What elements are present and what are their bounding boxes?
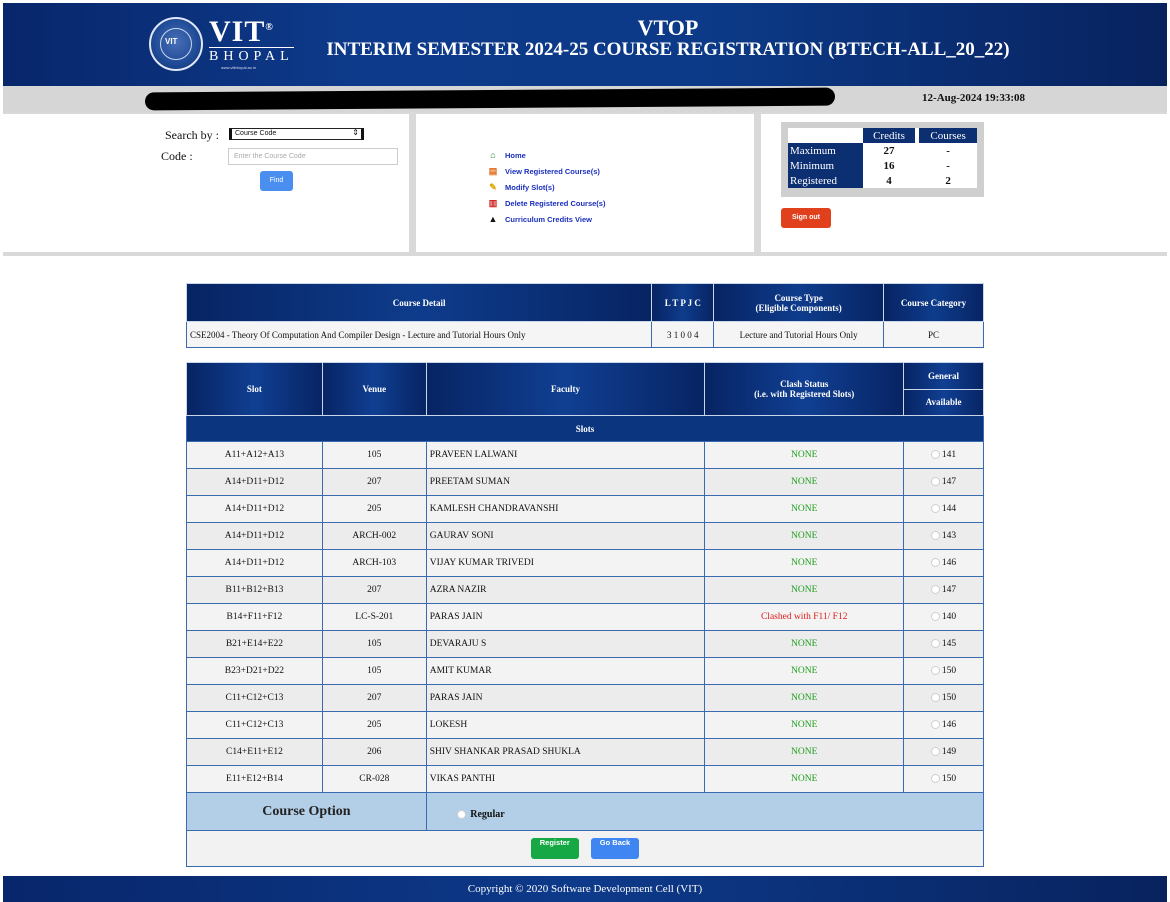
available-count: 141 [941,450,957,460]
slot-row[interactable] [187,658,984,685]
slot-select-radio[interactable] [931,774,940,783]
logo-bhopal-text: BHOPAL [209,49,294,64]
slot-row[interactable] [187,577,984,604]
course-detail-table [186,283,984,348]
top-panels [3,112,1167,256]
credits-panel [761,114,1167,252]
venue-cell: ARCH-002 [322,523,426,550]
trash-icon: ▥ [488,198,498,208]
course-type-value: Lecture and Tutorial Hours Only [714,322,884,348]
faculty-cell: LOKESH [426,712,705,739]
select-arrows-icon: ⇕ [352,128,359,137]
credits-summary [781,122,984,197]
slot-cell: B21+E14+E22 [187,631,323,658]
slot-select-radio[interactable] [931,558,940,567]
clash-status-cell: NONE [705,469,904,496]
available-cell [904,577,984,604]
datetime-label: 12-Aug-2024 19:33:08 [922,92,1025,104]
available-count: 147 [941,477,957,487]
available-count: 149 [941,747,957,757]
clash-status-cell: Clashed with F11/ F12 [705,604,904,631]
nav-view-registered[interactable]: ▤ View Registered Course(s) [486,164,605,180]
faculty-cell: PARAS JAIN [426,685,705,712]
faculty-cell: VIJAY KUMAR TRIVEDI [426,550,705,577]
find-button[interactable]: Find [260,171,293,191]
venue-cell: 105 [322,442,426,469]
slot-row[interactable] [187,631,984,658]
slot-select-radio[interactable] [931,720,940,729]
venue-cell: CR-028 [322,766,426,793]
vit-bhopal-logo [149,15,294,71]
slot-cell: C11+C12+C13 [187,685,323,712]
redacted-user-info [145,88,835,111]
faculty-cell: PARAS JAIN [426,604,705,631]
slot-row[interactable] [187,523,984,550]
seal-icon: VIT [149,17,203,71]
slot-select-radio[interactable] [931,693,940,702]
search-by-select[interactable] [229,128,364,140]
available-count: 140 [941,612,957,622]
available-cell [904,739,984,766]
faculty-cell: SHIV SHANKAR PRASAD SHUKLA [426,739,705,766]
faculty-cell: VIKAS PANTHI [426,766,705,793]
header-banner [3,3,1167,86]
faculty-cell: GAURAV SONI [426,523,705,550]
slot-select-radio[interactable] [931,639,940,648]
slots-table [186,362,984,867]
clash-status-cell: NONE [705,577,904,604]
slot-cell: C14+E11+E12 [187,739,323,766]
slot-row[interactable] [187,496,984,523]
slot-row[interactable] [187,604,984,631]
slot-select-radio[interactable] [931,504,940,513]
venue-cell: 105 [322,631,426,658]
available-count: 146 [941,720,957,730]
chart-icon: ▲ [488,214,498,224]
ltpjc-header: L T P J C [652,284,714,322]
nav-menu [486,148,605,228]
slot-select-radio[interactable] [931,450,940,459]
ltpjc-value: 3 1 0 0 4 [652,322,714,348]
slot-cell: A14+D11+D12 [187,550,323,577]
home-icon: ⌂ [490,150,496,160]
minimum-credits: 16 [863,158,915,173]
available-cell [904,523,984,550]
courses-header: Courses [919,128,977,143]
available-cell [904,550,984,577]
available-count: 150 [941,693,957,703]
clash-status-cell: NONE [705,523,904,550]
regular-radio[interactable] [457,810,466,819]
slot-cell: C11+C12+C13 [187,712,323,739]
available-header: Available [904,389,984,416]
go-back-button[interactable]: Go Back [591,838,639,859]
course-option-label: Course Option [187,793,427,831]
slot-row[interactable] [187,469,984,496]
clash-status-cell: NONE [705,496,904,523]
course-category-value: PC [884,322,984,348]
nav-curriculum-credits[interactable]: ▲ Curriculum Credits View [486,212,605,228]
maximum-credits: 27 [863,143,915,158]
slot-cell: B14+F11+F12 [187,604,323,631]
slot-row[interactable] [187,550,984,577]
available-count: 150 [941,666,957,676]
course-type-header: Course Type (Eligible Components) [714,284,884,322]
faculty-cell: DEVARAJU S [426,631,705,658]
available-cell [904,685,984,712]
logo-registered-mark: ® [265,22,274,33]
slot-row[interactable] [187,442,984,469]
footer: Copyright © 2020 Software Development Cell (VIT) [3,876,1167,902]
nav-modify-slot[interactable]: ✎ Modify Slot(s) [486,180,605,196]
available-cell [904,496,984,523]
general-header: General [904,363,984,390]
slot-row[interactable] [187,739,984,766]
slot-select-radio[interactable] [931,585,940,594]
slot-select-radio[interactable] [931,531,940,540]
venue-cell: 205 [322,712,426,739]
search-by-value: Course Code [235,130,277,137]
faculty-header: Faculty [426,363,705,416]
slot-select-radio[interactable] [931,666,940,675]
slot-cell: E11+E12+B14 [187,766,323,793]
logo-url-text: www.vitbhopal.ac.in [221,65,257,70]
clash-status-cell: NONE [705,658,904,685]
venue-cell: 207 [322,469,426,496]
faculty-cell: AZRA NAZIR [426,577,705,604]
faculty-cell: PRAVEEN LALWANI [426,442,705,469]
code-label: Code : [161,149,193,163]
available-count: 150 [941,774,957,784]
available-count: 146 [941,558,957,568]
venue-cell: LC-S-201 [322,604,426,631]
venue-cell: ARCH-103 [322,550,426,577]
clash-status-cell: NONE [705,712,904,739]
slot-cell: B11+B12+B13 [187,577,323,604]
search-panel [3,114,409,252]
course-category-header: Course Category [884,284,984,322]
available-cell [904,469,984,496]
edit-icon: ✎ [489,182,497,192]
venue-cell: 205 [322,496,426,523]
slot-cell: B23+D21+D22 [187,658,323,685]
slot-cell: A11+A12+A13 [187,442,323,469]
clash-status-cell: NONE [705,685,904,712]
slot-select-radio[interactable] [931,612,940,621]
maximum-courses: - [919,143,977,158]
available-cell [904,658,984,685]
available-cell [904,442,984,469]
credits-header: Credits [863,128,915,143]
search-by-label: Search by : [165,128,219,142]
slot-row[interactable] [187,712,984,739]
venue-header: Venue [322,363,426,416]
available-cell [904,766,984,793]
maximum-label: Maximum [788,143,863,158]
slot-row[interactable] [187,685,984,712]
available-count: 147 [941,585,957,595]
venue-cell: 207 [322,577,426,604]
page-title: VTOP [637,15,699,40]
register-button[interactable]: Register [531,838,579,859]
venue-cell: 206 [322,739,426,766]
registered-label: Registered [788,173,863,188]
slot-select-radio[interactable] [931,747,940,756]
logo-vit-text: VIT [209,15,266,48]
faculty-cell: PREETAM SUMAN [426,469,705,496]
clash-status-cell: NONE [705,442,904,469]
slot-row[interactable] [187,766,984,793]
available-cell [904,604,984,631]
available-count: 143 [941,531,957,541]
slots-band: Slots [187,416,984,442]
status-bar [3,86,1167,112]
clash-status-cell: NONE [705,766,904,793]
minimum-courses: - [919,158,977,173]
clash-status-cell: NONE [705,739,904,766]
available-count: 144 [941,504,957,514]
course-detail-header: Course Detail [187,284,652,322]
regular-option[interactable] [427,803,983,820]
registered-credits: 4 [863,173,915,188]
slot-select-radio[interactable] [931,477,940,486]
available-cell [904,631,984,658]
page-subtitle: INTERIM SEMESTER 2024-25 COURSE REGISTRATION (BTECH-ALL_20_22) [326,39,1010,60]
faculty-cell: KAMLESH CHANDRAVANSHI [426,496,705,523]
venue-cell: 207 [322,685,426,712]
regular-label: Regular [470,809,505,820]
nav-home[interactable]: ⌂ Home [486,148,605,164]
registered-courses: 2 [919,173,977,188]
available-cell [904,712,984,739]
slot-cell: A14+D11+D12 [187,523,323,550]
nav-delete-registered[interactable]: ▥ Delete Registered Course(s) [486,196,605,212]
clash-status-header: Clash Status (i.e. with Registered Slots) [705,363,904,416]
slot-cell: A14+D11+D12 [187,469,323,496]
course-detail-value: CSE2004 - Theory Of Computation And Compiler Design - Lecture and Tutorial Hours Only [187,322,652,348]
faculty-cell: AMIT KUMAR [426,658,705,685]
clash-status-cell: NONE [705,550,904,577]
course-code-input[interactable]: Enter the Course Code [228,148,398,165]
sign-out-button[interactable]: Sign out [781,208,831,228]
slot-header: Slot [187,363,323,416]
slot-cell: A14+D11+D12 [187,496,323,523]
venue-cell: 105 [322,658,426,685]
available-count: 145 [941,639,957,649]
book-icon: ▤ [488,166,498,176]
minimum-label: Minimum [788,158,863,173]
clash-status-cell: NONE [705,631,904,658]
nav-panel [416,114,754,252]
